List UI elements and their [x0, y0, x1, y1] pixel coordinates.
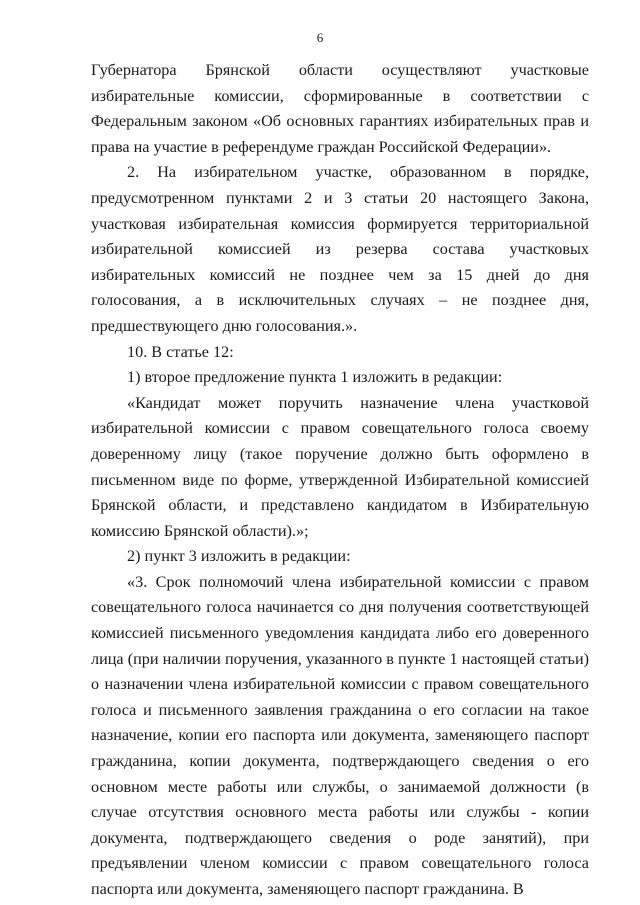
paragraph-continuation: Губернатора Брянской области осуществляют участковые избирательные комиссии, сформированные в соответствии с Федеральным законом «Об основных гарантиях избирательных прав и права на участие в референдуме граждан Российской Федерации».: [91, 61, 589, 156]
paragraph-subitem-1: 1) второе предложение пункта 1 изложить в редакции:: [127, 368, 503, 387]
page-number: 6: [316, 30, 324, 45]
paragraph-point-3-quote: «3. Срок полномочий члена избирательной комиссии с правом совещательного голоса начинается со дня получения соответствующей комиссией письменного уведомления кандидата либо его доверенного лица (при наличии поручения, указанного в пункте 1 настоящей статьи) о назначении члена избирательной комиссии с правом совещательного голоса и письменного заявления гражданина о его согласии на такое назначение, копии его паспорта или документа, заменяющего паспорт гражданина, копии документа, подтверждающего сведения о его основном месте работы или службы, о занимаемой должности (в случае отсутствия основного места работы или службы - копии документа, подтверждающего сведения о роде занятий), при предъявлении членом комиссии с правом совещательного голоса паспорта или документа, заменяющего паспорт гражданина. В: [91, 572, 589, 898]
document-body: [91, 58, 589, 903]
paragraph-subitem-2: 2) пункт 3 изложить в редакции:: [127, 547, 351, 566]
paragraph-item-2: 2. На избирательном участке, образованном в порядке, предусмотренном пунктами 2 и 3 статьи 20 настоящего Закона, участковая избирательная комиссия формируется территориальной избирательной комиссией из резерва состава участковых избирательных комиссий не позднее чем за 15 дней до дня голосования, а в исключительных случаях – не позднее дня, предшествующего дню голосования.».: [91, 163, 589, 335]
paragraph-article-12-heading: 10. В статье 12:: [127, 342, 234, 361]
paragraph-candidate-quote: «Кандидат может поручить назначение члена участковой избирательной комиссии с правом совещательного голоса своему доверенному лицу (такое поручение должно быть оформлено в письменном виде по форме, утвержденной Избирательной комиссией Брянской области, и представлено кандидатом в Избирательную комиссию Брянской области).»;: [91, 393, 589, 540]
